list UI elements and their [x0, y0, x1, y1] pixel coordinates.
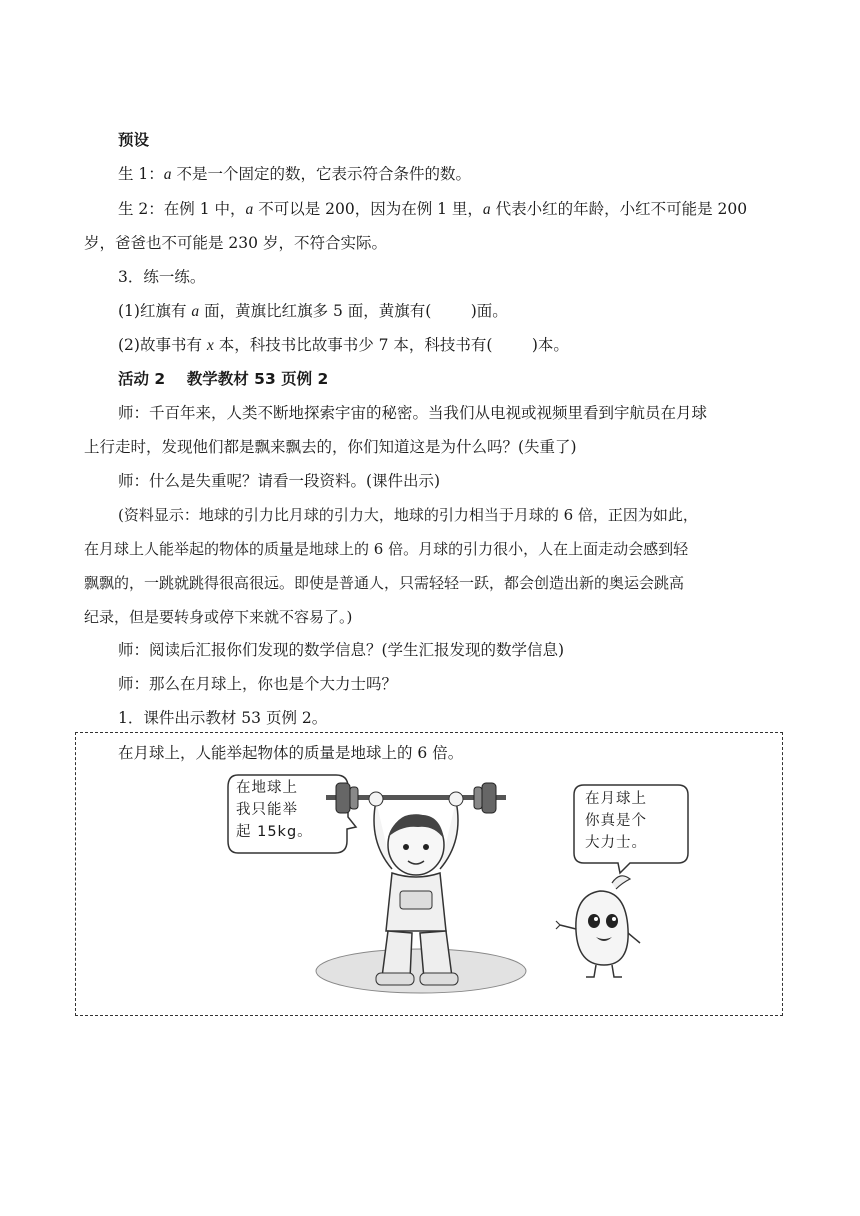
variable-a: a: [191, 303, 200, 320]
text-run: 不是一个固定的数，它表示符合条件的数。: [171, 165, 471, 183]
variable-x: x: [206, 337, 214, 354]
paragraph-teacher3: 师：阅读后汇报你们发现的数学信息？(学生汇报发现的数学信息): [118, 641, 565, 659]
material-quote-cont2: 飘飘的，一跳就跳得很高很远。即使是普通人，只需轻轻一跃，都会创造出新的奥运会跳高: [84, 574, 685, 592]
paragraph-teacher1-cont: 上行走时，发现他们都是飘来飘去的，你们知道这是为什么吗？(失重了): [84, 438, 577, 456]
paragraph-teacher2: 师：什么是失重呢？请看一段资料。(课件出示): [118, 472, 441, 490]
heading-activity2: 活动 2 教学教材 53 页例 2: [118, 370, 329, 388]
heading-practice: 3．练一练。: [118, 268, 206, 286]
text-run: (1)红旗有: [118, 302, 192, 320]
paragraph-student2: [118, 199, 747, 220]
text-run: 面，黄旗比红旗多 5 面，黄旗有( )面。: [199, 302, 508, 320]
material-quote-cont3: 纪录，但是要转身或停下来就不容易了。): [84, 608, 353, 626]
figure-caption: 在月球上，人能举起物体的质量是地球上的 6 倍。: [118, 744, 464, 762]
bubble-line: 大力士。: [585, 835, 647, 851]
bubble-line: 在月球上: [585, 791, 647, 807]
astronaut-child-illustration: [306, 781, 536, 1011]
paragraph-courseware: 1．课件出示教材 53 页例 2。: [118, 709, 328, 727]
bubble-line: 你真是个: [585, 813, 647, 829]
bean-character-illustration: [554, 873, 644, 983]
exercise-1: [118, 301, 508, 322]
text-run: 代表小红的年龄，小红不可能是 200: [490, 200, 748, 218]
text-run: (2)故事书有: [118, 336, 207, 354]
paragraph-student1: [118, 164, 471, 185]
paragraph-teacher4: 师：那么在月球上，你也是个大力士吗？: [118, 675, 398, 693]
variable-a: a: [245, 201, 254, 218]
paragraph-teacher1: 师：千百年来，人类不断地探索宇宙的秘密。当我们从电视或视频里看到宇航员在月球: [118, 404, 708, 422]
bubble-right-text: [585, 788, 647, 854]
bubble-line: 在地球上: [236, 780, 298, 796]
bubble-line: 起 15kg。: [236, 824, 313, 840]
heading-preset: 预设: [118, 131, 150, 149]
bubble-left-text: [236, 777, 313, 843]
variable-a: a: [163, 166, 172, 183]
paragraph-student2-cont: 岁，爸爸也不可能是 230 岁，不符合实际。: [84, 234, 387, 252]
example-figure: [75, 732, 783, 1016]
text-run: 生 2：在例 1 中，: [118, 200, 246, 218]
text-run: 生 1：: [118, 165, 164, 183]
text-run: 本，科技书比故事书少 7 本，科技书有( )本。: [213, 336, 569, 354]
material-quote: (资料显示：地球的引力比月球的引力大，地球的引力相当于月球的 6 倍，正因为如此，: [118, 506, 698, 524]
exercise-2: [118, 335, 569, 356]
material-quote-cont1: 在月球上人能举起的物体的质量是地球上的 6 倍。月球的引力很小，人在上面走动会感到轻: [84, 540, 689, 558]
variable-a: a: [482, 201, 491, 218]
bubble-line: 我只能举: [236, 802, 298, 818]
text-run: 不可以是 200，因为在例 1 里，: [253, 200, 483, 218]
